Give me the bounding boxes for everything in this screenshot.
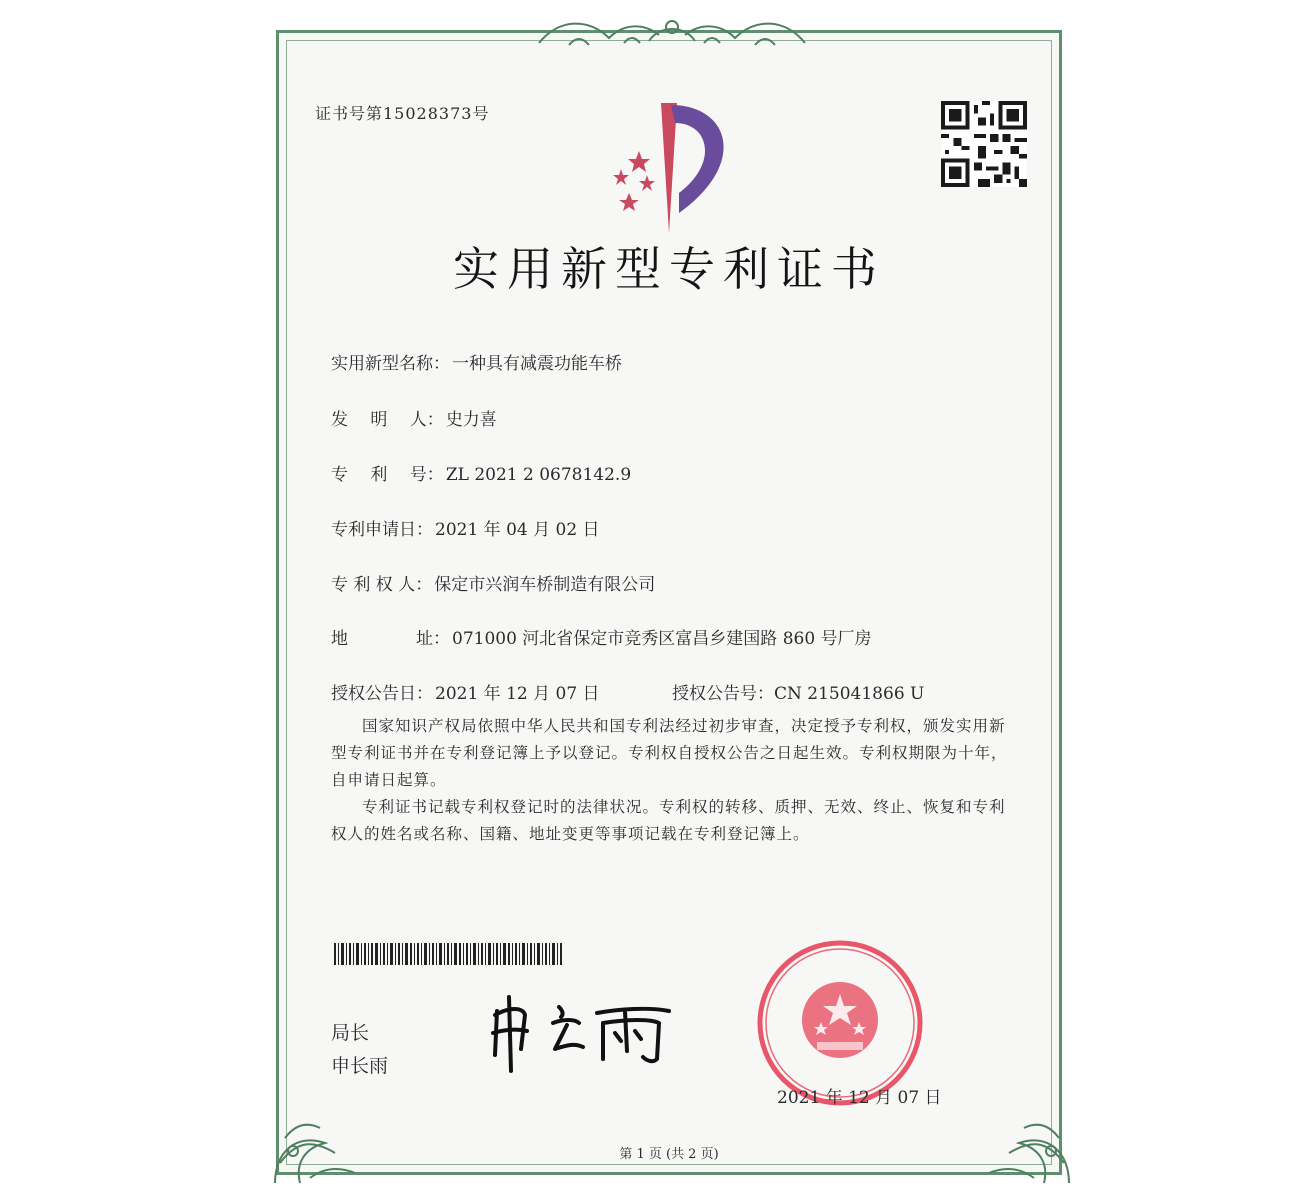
field-patent-number (331, 460, 631, 485)
seal-date: 2021 年 12 月 07 日 (777, 1088, 942, 1108)
page-number: 第 1 页 (共 2 页) (619, 1147, 719, 1162)
field-label: 授权公告日： (331, 684, 433, 704)
field-value: 071000 河北省保定市竞秀区富昌乡建国路 860 号厂房 (452, 629, 872, 649)
field-value: 2021 年 04 月 02 日 (435, 520, 600, 540)
director-signature (479, 993, 679, 1073)
field-utility-model-name (331, 349, 622, 374)
certificate-number: 证书号第15028373号 (315, 104, 490, 123)
barcode-icon (334, 943, 564, 965)
field-label: 授权公告号： (672, 684, 774, 704)
legal-status-paragraph: 专利证书记载专利权登记时的法律状况。专利权的转移、质押、无效、终止、恢复和专利权人的姓名或名称、国籍、地址变更等事项记载在专利登记簿上。 (331, 798, 1006, 843)
field-label: 专 利 权 人： (331, 575, 433, 595)
cnipa-logo-icon (599, 93, 749, 238)
field-value: CN 215041866 U (774, 684, 925, 704)
director-name: 申长雨 (331, 1055, 389, 1077)
field-label: 实用新型名称： (331, 354, 450, 374)
field-grant-date (331, 679, 600, 704)
qr-code-icon (941, 101, 1027, 187)
field-value: ZL 2021 2 0678142.9 (445, 465, 632, 485)
field-inventor (331, 405, 497, 430)
patent-certificate (276, 30, 1062, 1175)
director-title: 局长 (331, 1022, 370, 1044)
field-announcement-number (672, 679, 924, 704)
field-value: 2021 年 12 月 07 日 (435, 684, 600, 704)
field-label: 专利申请日： (331, 520, 433, 540)
field-label: 地 址： (331, 629, 450, 649)
field-value: 保定市兴润车桥制造有限公司 (434, 575, 656, 595)
field-value: 一种具有减震功能车桥 (452, 354, 622, 374)
field-patentee (331, 570, 655, 595)
field-value: 史力喜 (445, 410, 497, 430)
field-address (331, 624, 872, 649)
field-application-date (331, 515, 600, 540)
field-label: 专 利 号： (331, 465, 444, 485)
grant-paragraph: 国家知识产权局依照中华人民共和国专利法经过初步审查，决定授予专利权，颁发实用新型专利证书并在专利登记簿上予以登记。专利权自授权公告之日起生效。专利权期限为十年，自申请日起算。 (331, 717, 1008, 789)
field-label: 发 明 人： (331, 410, 444, 430)
top-ornament (529, 13, 815, 53)
certificate-title: 实用新型专利证书 (453, 242, 885, 296)
